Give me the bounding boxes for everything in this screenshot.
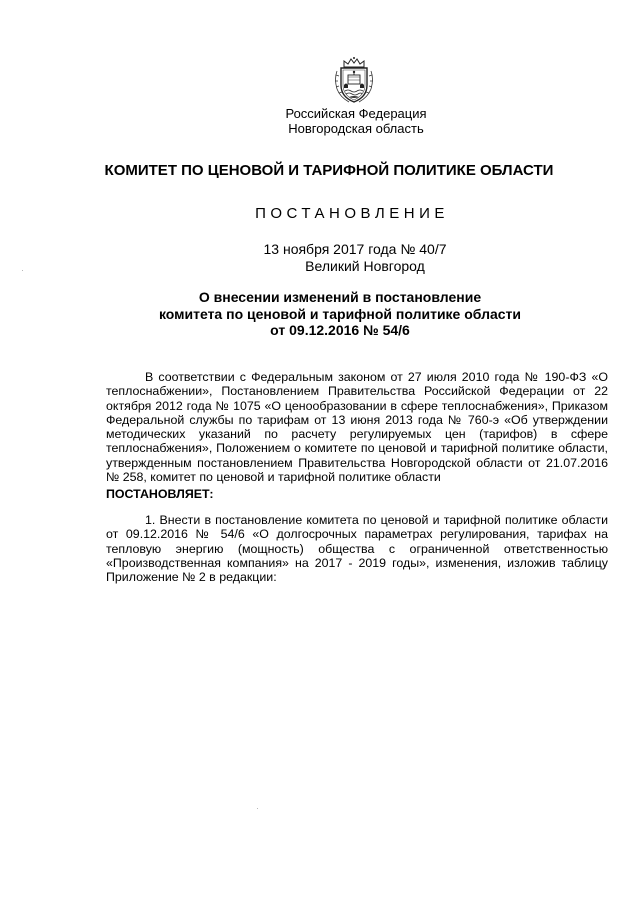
subject-line-3: от 09.12.2016 № 54/6: [270, 322, 410, 338]
committee-title: КОМИТЕТ ПО ЦЕНОВОЙ И ТАРИФНОЙ ПОЛИТИКЕ ОБЛАСТИ: [104, 162, 554, 179]
subject-line-2: комитета по ценовой и тарифной политике области: [158, 305, 522, 322]
preamble-paragraph: В соответствии с Федеральным законом от 27 июля 2010 года № 190-ФЗ «О теплоснабжении», Постановлением Правительства Российской Федерации от 22 октября 2012 года № 1075 «О ценообразовании в сфере теплоснабжения», Приказом Федеральной службы по тарифам от 13 июня 2013 года № 760-э «Об утверждении методических указаний по расчету регулируемых цен (тарифов) в сфере теплоснабжения», Положением о комитете по ценовой и тарифной политике области, утвержденным постановлением Правительства Новгородской области от 21.07.2016 № 258, комитет по ценовой и тарифной политике области: [106, 370, 608, 485]
document-date-number: 13 ноября 2017 года № 40/7: [263, 241, 447, 257]
clause-1-paragraph: 1. Внести в постановление комитета по ценовой и тарифной политике области от 09.12.2016 № 54/6 «О долгосрочных параметрах регулирования, тарифах на тепловую энергию (мощность) общества с ограниченной ответственностью «Производственная компания» на 2017 - 2019 годы», изменения, изложив таблицу Приложение № 2 в редакции:: [106, 513, 608, 585]
scan-dot: [257, 808, 258, 809]
resolves-heading: ПОСТАНОВЛЯЕТ:: [106, 487, 214, 501]
document-city: Великий Новгород: [305, 258, 425, 274]
subject-line-1: О внесении изменений в постановление: [198, 289, 482, 305]
document-subject: [100, 289, 580, 339]
country-name: Российская Федерация: [285, 106, 427, 121]
document-type: ПОСТАНОВЛЕНИЕ: [255, 205, 449, 222]
coat-of-arms-icon: [329, 55, 379, 105]
region-name: Новгородская область: [288, 121, 424, 136]
scan-dot: [22, 270, 23, 271]
